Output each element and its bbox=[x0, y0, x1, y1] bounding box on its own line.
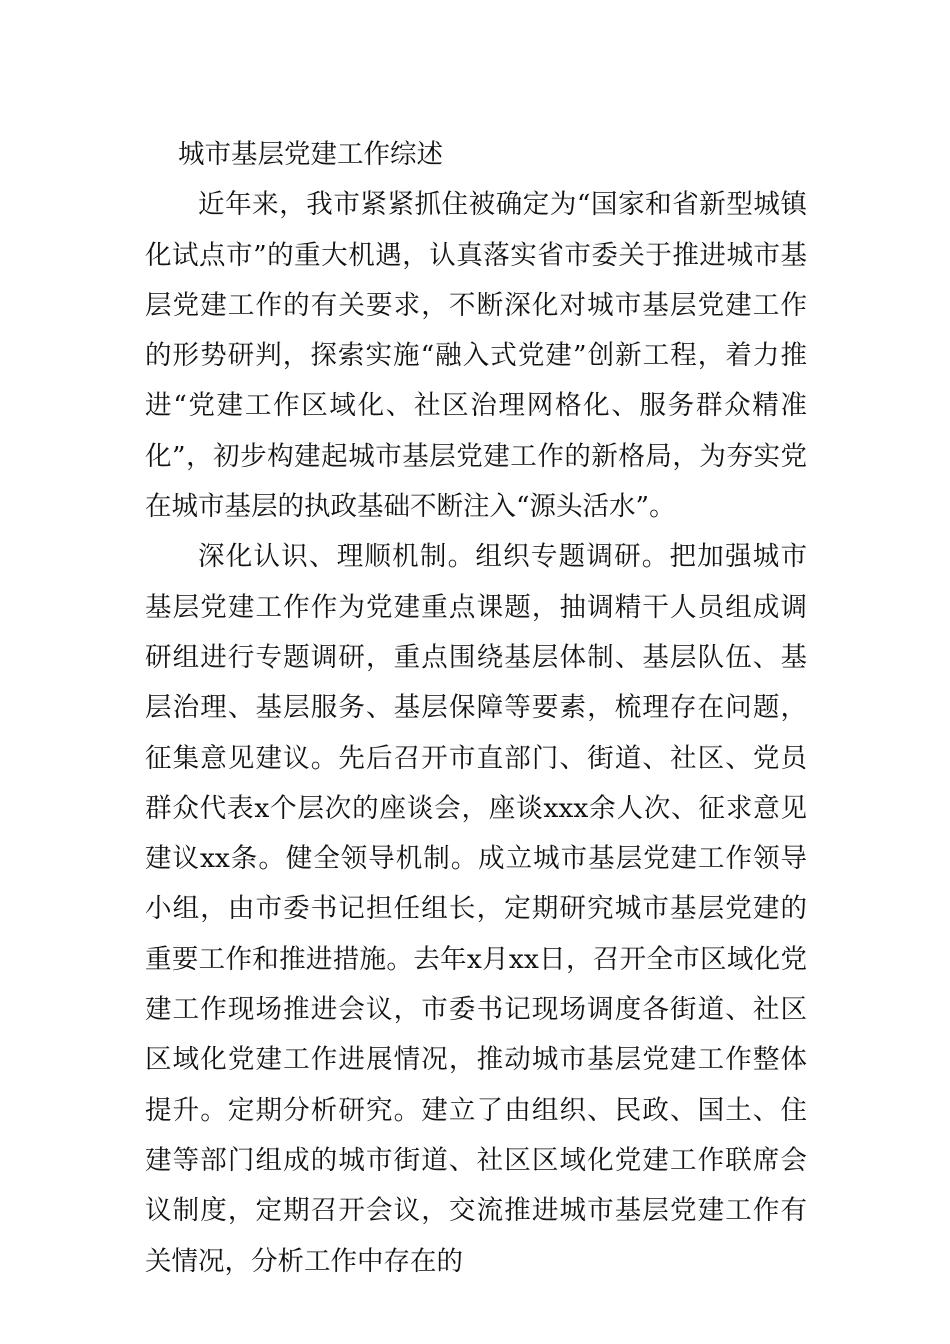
paragraph-mechanism: 深化认识、理顺机制。组织专题调研。把加强城市基层党建工作作为党建重点课题，抽调精干人员组成调研组进行专题调研，重点围绕基层体制、基层队伍、基层治理、基层服务、基层保障等要素，梳理存在问题，征集意见建议。先后召开市直部门、街道、社区、党员群众代表x个层次的座谈会，座谈xxx余人次、征求意见建议xx条。健全领导机制。成立城市基层党建工作领导小组，由市委书记担任组长，定期研究城市基层党建的重要工作和推进措施。去年x月xx日，召开全市区域化党建工作现场推进会议，市委书记现场调度各街道、社区区域化党建工作进展情况，推动城市基层党建工作整体提升。定期分析研究。建立了由组织、民政、国土、住建等部门组成的城市街道、社区区域化党建工作联席会议制度，定期召开会议，交流推进城市基层党建工作有关情况，分析工作中存在的 bbox=[145, 541, 807, 1277]
document-body bbox=[145, 130, 807, 1287]
document-title: 城市基层党建工作综述 bbox=[178, 139, 443, 170]
paragraph-intro: 近年来，我市紧紧抓住被确定为“国家和省新型城镇化试点市”的重大机遇，认真落实省市委关于推进城市基层党建工作的有关要求，不断深化对城市基层党建工作的形势研判，探索实施“融入式党建”创新工程，着力推进“党建工作区域化、社区治理网格化、服务群众精准化”，初步构建起城市基层党建工作的新格局，为夯实党在城市基层的执政基础不断注入“源头活水”。 bbox=[145, 189, 807, 523]
